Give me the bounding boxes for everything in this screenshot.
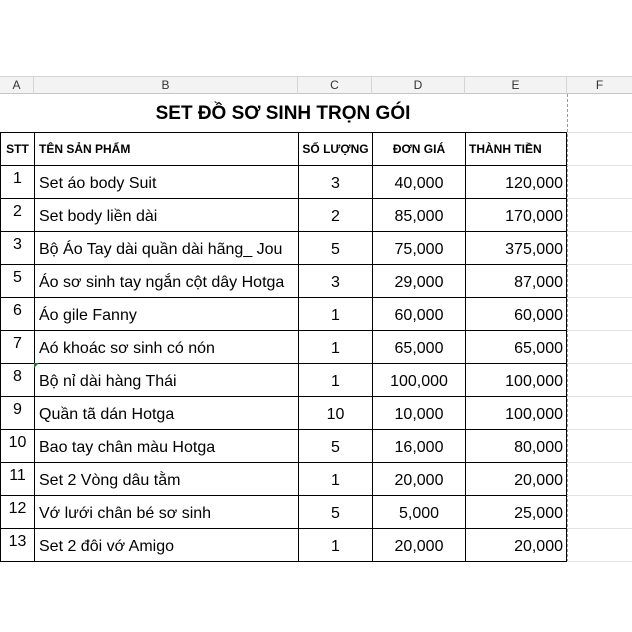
cell-product-name[interactable]: Bộ nỉ dài hàng Thái xyxy=(34,363,298,396)
cell-product-name[interactable]: Quần tã dán Hotga xyxy=(34,396,298,429)
table-row xyxy=(0,198,567,231)
cell-quantity[interactable]: 1 xyxy=(298,297,372,330)
cell-product-name[interactable]: Set 2 Vòng dâu tằm xyxy=(34,462,298,495)
column-header-a[interactable]: A xyxy=(0,76,34,94)
gridline xyxy=(567,495,632,496)
cell-total[interactable]: 20,000 xyxy=(465,528,567,561)
cell-stt[interactable]: 2 xyxy=(0,198,34,231)
gridline xyxy=(567,165,632,166)
cell-stt[interactable]: 12 xyxy=(0,495,34,528)
cell-unit-price[interactable]: 85,000 xyxy=(372,198,465,231)
cell-unit-price[interactable]: 20,000 xyxy=(372,462,465,495)
cell-stt[interactable]: 3 xyxy=(0,231,34,264)
table-row xyxy=(0,462,567,495)
cell-product-name[interactable]: Aó khoác sơ sinh có nón xyxy=(34,330,298,363)
cell-unit-price[interactable]: 5,000 xyxy=(372,495,465,528)
gridline xyxy=(567,198,632,199)
cell-total[interactable]: 120,000 xyxy=(465,165,567,198)
gridline xyxy=(567,528,632,529)
cell-stt[interactable]: 6 xyxy=(0,297,34,330)
cell-total[interactable]: 20,000 xyxy=(465,462,567,495)
header-total[interactable]: THÀNH TIỀN xyxy=(465,132,567,165)
gridline xyxy=(567,363,632,364)
column-header-d[interactable]: D xyxy=(372,76,465,94)
cell-total[interactable]: 80,000 xyxy=(465,429,567,462)
cell-quantity[interactable]: 1 xyxy=(298,330,372,363)
table-row xyxy=(0,495,567,528)
gridline xyxy=(567,462,632,463)
cell-product-name[interactable]: Bao tay chân màu Hotga xyxy=(34,429,298,462)
sheet-title[interactable]: SET ĐỒ SƠ SINH TRỌN GÓI xyxy=(155,103,411,124)
table-row xyxy=(0,330,567,363)
cell-quantity[interactable]: 1 xyxy=(298,528,372,561)
cell-product-name[interactable]: Áo gile Fanny xyxy=(34,297,298,330)
table-row xyxy=(0,528,567,561)
cell-unit-price[interactable]: 40,000 xyxy=(372,165,465,198)
cell-total[interactable]: 25,000 xyxy=(465,495,567,528)
cell-product-name[interactable]: Set áo body Suit xyxy=(34,165,298,198)
cell-product-name[interactable]: Set 2 đôi vớ Amigo xyxy=(34,528,298,561)
header-unit-price[interactable]: ĐƠN GIÁ xyxy=(372,132,465,165)
cell-total[interactable]: 60,000 xyxy=(465,297,567,330)
cell-total[interactable]: 87,000 xyxy=(465,264,567,297)
cell-product-name[interactable]: Bộ Áo Tay dài quần dài hãng_ Jou xyxy=(34,231,298,264)
cell-total[interactable]: 100,000 xyxy=(465,363,567,396)
table-row xyxy=(0,231,567,264)
cell-quantity[interactable]: 10 xyxy=(298,396,372,429)
cell-stt[interactable]: 7 xyxy=(0,330,34,363)
table-row xyxy=(0,264,567,297)
table-row xyxy=(0,396,567,429)
cell-quantity[interactable]: 1 xyxy=(298,363,372,396)
column-header-c[interactable]: C xyxy=(298,76,372,94)
cell-quantity[interactable]: 5 xyxy=(298,231,372,264)
cell-unit-price[interactable]: 20,000 xyxy=(372,528,465,561)
gridline xyxy=(567,132,632,133)
header-quantity[interactable]: SỐ LƯỢNG xyxy=(298,132,372,165)
cell-quantity[interactable]: 2 xyxy=(298,198,372,231)
cell-unit-price[interactable]: 60,000 xyxy=(372,297,465,330)
cell-unit-price[interactable]: 10,000 xyxy=(372,396,465,429)
cell-quantity[interactable]: 5 xyxy=(298,429,372,462)
column-header-b[interactable]: B xyxy=(34,76,298,94)
cell-stt[interactable]: 11 xyxy=(0,462,34,495)
table-row xyxy=(0,363,567,396)
cell-unit-price[interactable]: 65,000 xyxy=(372,330,465,363)
column-header-e[interactable]: E xyxy=(465,76,567,94)
cell-quantity[interactable]: 3 xyxy=(298,165,372,198)
cell-quantity[interactable]: 3 xyxy=(298,264,372,297)
gridline xyxy=(567,396,632,397)
header-stt[interactable]: STT xyxy=(0,132,34,165)
gridline xyxy=(567,297,632,298)
cell-quantity[interactable]: 5 xyxy=(298,495,372,528)
gridline xyxy=(567,264,632,265)
cell-total[interactable]: 170,000 xyxy=(465,198,567,231)
table-bottom-border xyxy=(0,561,567,562)
cell-product-name[interactable]: Áo sơ sinh tay ngắn cột dây Hotga xyxy=(34,264,298,297)
cell-total[interactable]: 100,000 xyxy=(465,396,567,429)
gridline xyxy=(567,429,632,430)
table-row xyxy=(0,429,567,462)
cell-stt[interactable]: 8 xyxy=(0,363,34,396)
gridline xyxy=(567,330,632,331)
header-product-name[interactable]: TÊN SẢN PHẨM xyxy=(34,132,298,165)
cell-stt[interactable]: 13 xyxy=(0,528,34,561)
table-row xyxy=(0,165,567,198)
cell-total[interactable]: 65,000 xyxy=(465,330,567,363)
cell-stt[interactable]: 5 xyxy=(0,264,34,297)
cell-unit-price[interactable]: 29,000 xyxy=(372,264,465,297)
cell-stt[interactable]: 9 xyxy=(0,396,34,429)
cell-unit-price[interactable]: 16,000 xyxy=(372,429,465,462)
cell-comment-marker xyxy=(34,363,39,368)
cell-stt[interactable]: 1 xyxy=(0,165,34,198)
cell-quantity[interactable]: 1 xyxy=(298,462,372,495)
table-row xyxy=(0,297,567,330)
gridline xyxy=(567,231,632,232)
gridline xyxy=(567,561,632,562)
column-header-f[interactable]: F xyxy=(595,78,604,92)
cell-stt[interactable]: 10 xyxy=(0,429,34,462)
cell-unit-price[interactable]: 75,000 xyxy=(372,231,465,264)
table-header-row xyxy=(0,132,567,165)
cell-product-name[interactable]: Vớ lưới chân bé sơ sinh xyxy=(34,495,298,528)
cell-total[interactable]: 375,000 xyxy=(465,231,567,264)
cell-product-name[interactable]: Set body liền dài xyxy=(34,198,298,231)
cell-unit-price[interactable]: 100,000 xyxy=(372,363,465,396)
